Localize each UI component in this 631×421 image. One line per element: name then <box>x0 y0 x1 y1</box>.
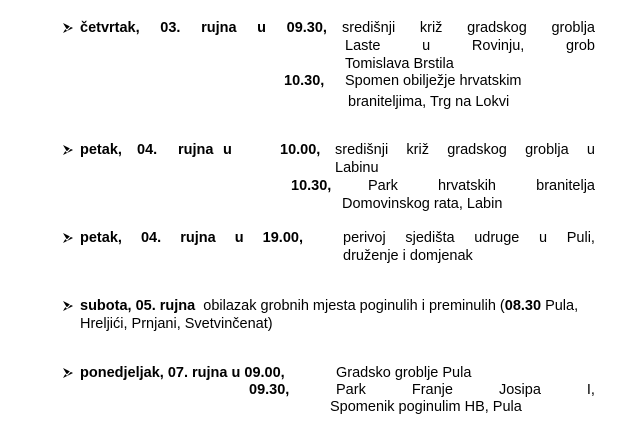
word: gradskog <box>467 20 527 36</box>
event-3-text-pre: obilazak grobnih mjesta poginulih i preminulih ( <box>203 298 505 314</box>
event-0-location-line2 <box>345 37 595 55</box>
event-4-location-line1: Gradsko groblje Pula <box>336 365 472 381</box>
arrow-check-bullet-icon <box>62 22 74 34</box>
word: udruge <box>474 230 520 246</box>
event-3-head: subota, 05. rujna <box>80 298 196 314</box>
word: središnji <box>335 142 389 158</box>
word: Franje <box>411 382 453 398</box>
event-0-time2: 10.30, <box>284 73 325 89</box>
word: sjedišta <box>405 230 455 246</box>
word: 19.00, <box>262 230 303 246</box>
word: branitelja <box>536 178 595 194</box>
event-1-location-line2: Labinu <box>335 160 379 176</box>
event-1-location-line1 <box>335 141 595 159</box>
event-4-location-line3: Spomenik poginulim HB, Pula <box>330 399 522 415</box>
word: 04. <box>140 230 162 246</box>
event-3-line2: Hreljići, Prnjani, Svetvinčenat) <box>80 316 273 332</box>
event-4-time2: 09.30, <box>249 382 290 398</box>
arrow-check-bullet-icon <box>62 300 74 312</box>
word: rujna <box>180 230 216 246</box>
event-4-head: ponedjeljak, 07. rujna u 09.00, <box>80 365 285 381</box>
word: petak, <box>80 230 122 246</box>
event-0-month: rujna <box>201 20 237 36</box>
word: 10.00, <box>280 142 321 158</box>
word: Rovinju, <box>471 38 525 54</box>
word: petak, <box>80 142 122 158</box>
event-0-location-line1 <box>342 19 595 37</box>
arrow-check-bullet-icon <box>62 367 74 379</box>
word: Josipa <box>498 382 541 398</box>
word: Laste <box>345 38 381 54</box>
word: gradskog <box>447 142 507 158</box>
event-1-location-line3 <box>368 177 595 195</box>
event-0-location-line4: Spomen obilježje hrvatskim <box>345 73 522 89</box>
event-3-time: 08.30 <box>504 298 542 314</box>
word: središnji <box>342 20 396 36</box>
event-2-head <box>80 229 303 247</box>
event-3-text-post: Pula, <box>541 298 579 314</box>
arrow-check-bullet-icon <box>62 144 74 156</box>
event-0-head <box>80 19 327 37</box>
word: Park <box>368 178 398 194</box>
event-3-line1 <box>80 297 578 315</box>
word: u <box>539 230 548 246</box>
word: perivoj <box>343 230 386 246</box>
word: u <box>422 38 431 54</box>
event-0-u: u <box>257 20 267 36</box>
event-4-location-line2 <box>336 381 595 399</box>
word: Park <box>336 382 366 398</box>
word: u <box>223 142 232 158</box>
word: groblja <box>525 142 569 158</box>
word: grob <box>565 38 595 54</box>
word: u <box>586 142 595 158</box>
event-1-location-line4: Domovinskog rata, Labin <box>342 196 503 212</box>
event-2-location-line1 <box>343 229 595 247</box>
event-0-location-line3: Tomislava Brstila <box>345 56 454 72</box>
word: rujna <box>178 142 214 158</box>
event-2-location-line2: druženje i domjenak <box>343 248 473 264</box>
word: I, <box>586 382 595 398</box>
word: 04. <box>137 142 158 158</box>
event-0-date: 03. <box>160 20 181 36</box>
word: groblja <box>551 20 595 36</box>
event-0-time: 09.30, <box>286 20 327 36</box>
event-0-location-line5: braniteljima, Trg na Lokvi <box>348 94 510 110</box>
arrow-check-bullet-icon <box>62 232 74 244</box>
word: Puli, <box>566 230 595 246</box>
word: križ <box>406 142 429 158</box>
word: u <box>234 230 244 246</box>
event-1-time2: 10.30, <box>291 178 332 194</box>
event-0-day: četvrtak, <box>80 20 140 36</box>
word: križ <box>419 20 443 36</box>
word: hrvatskih <box>437 178 496 194</box>
